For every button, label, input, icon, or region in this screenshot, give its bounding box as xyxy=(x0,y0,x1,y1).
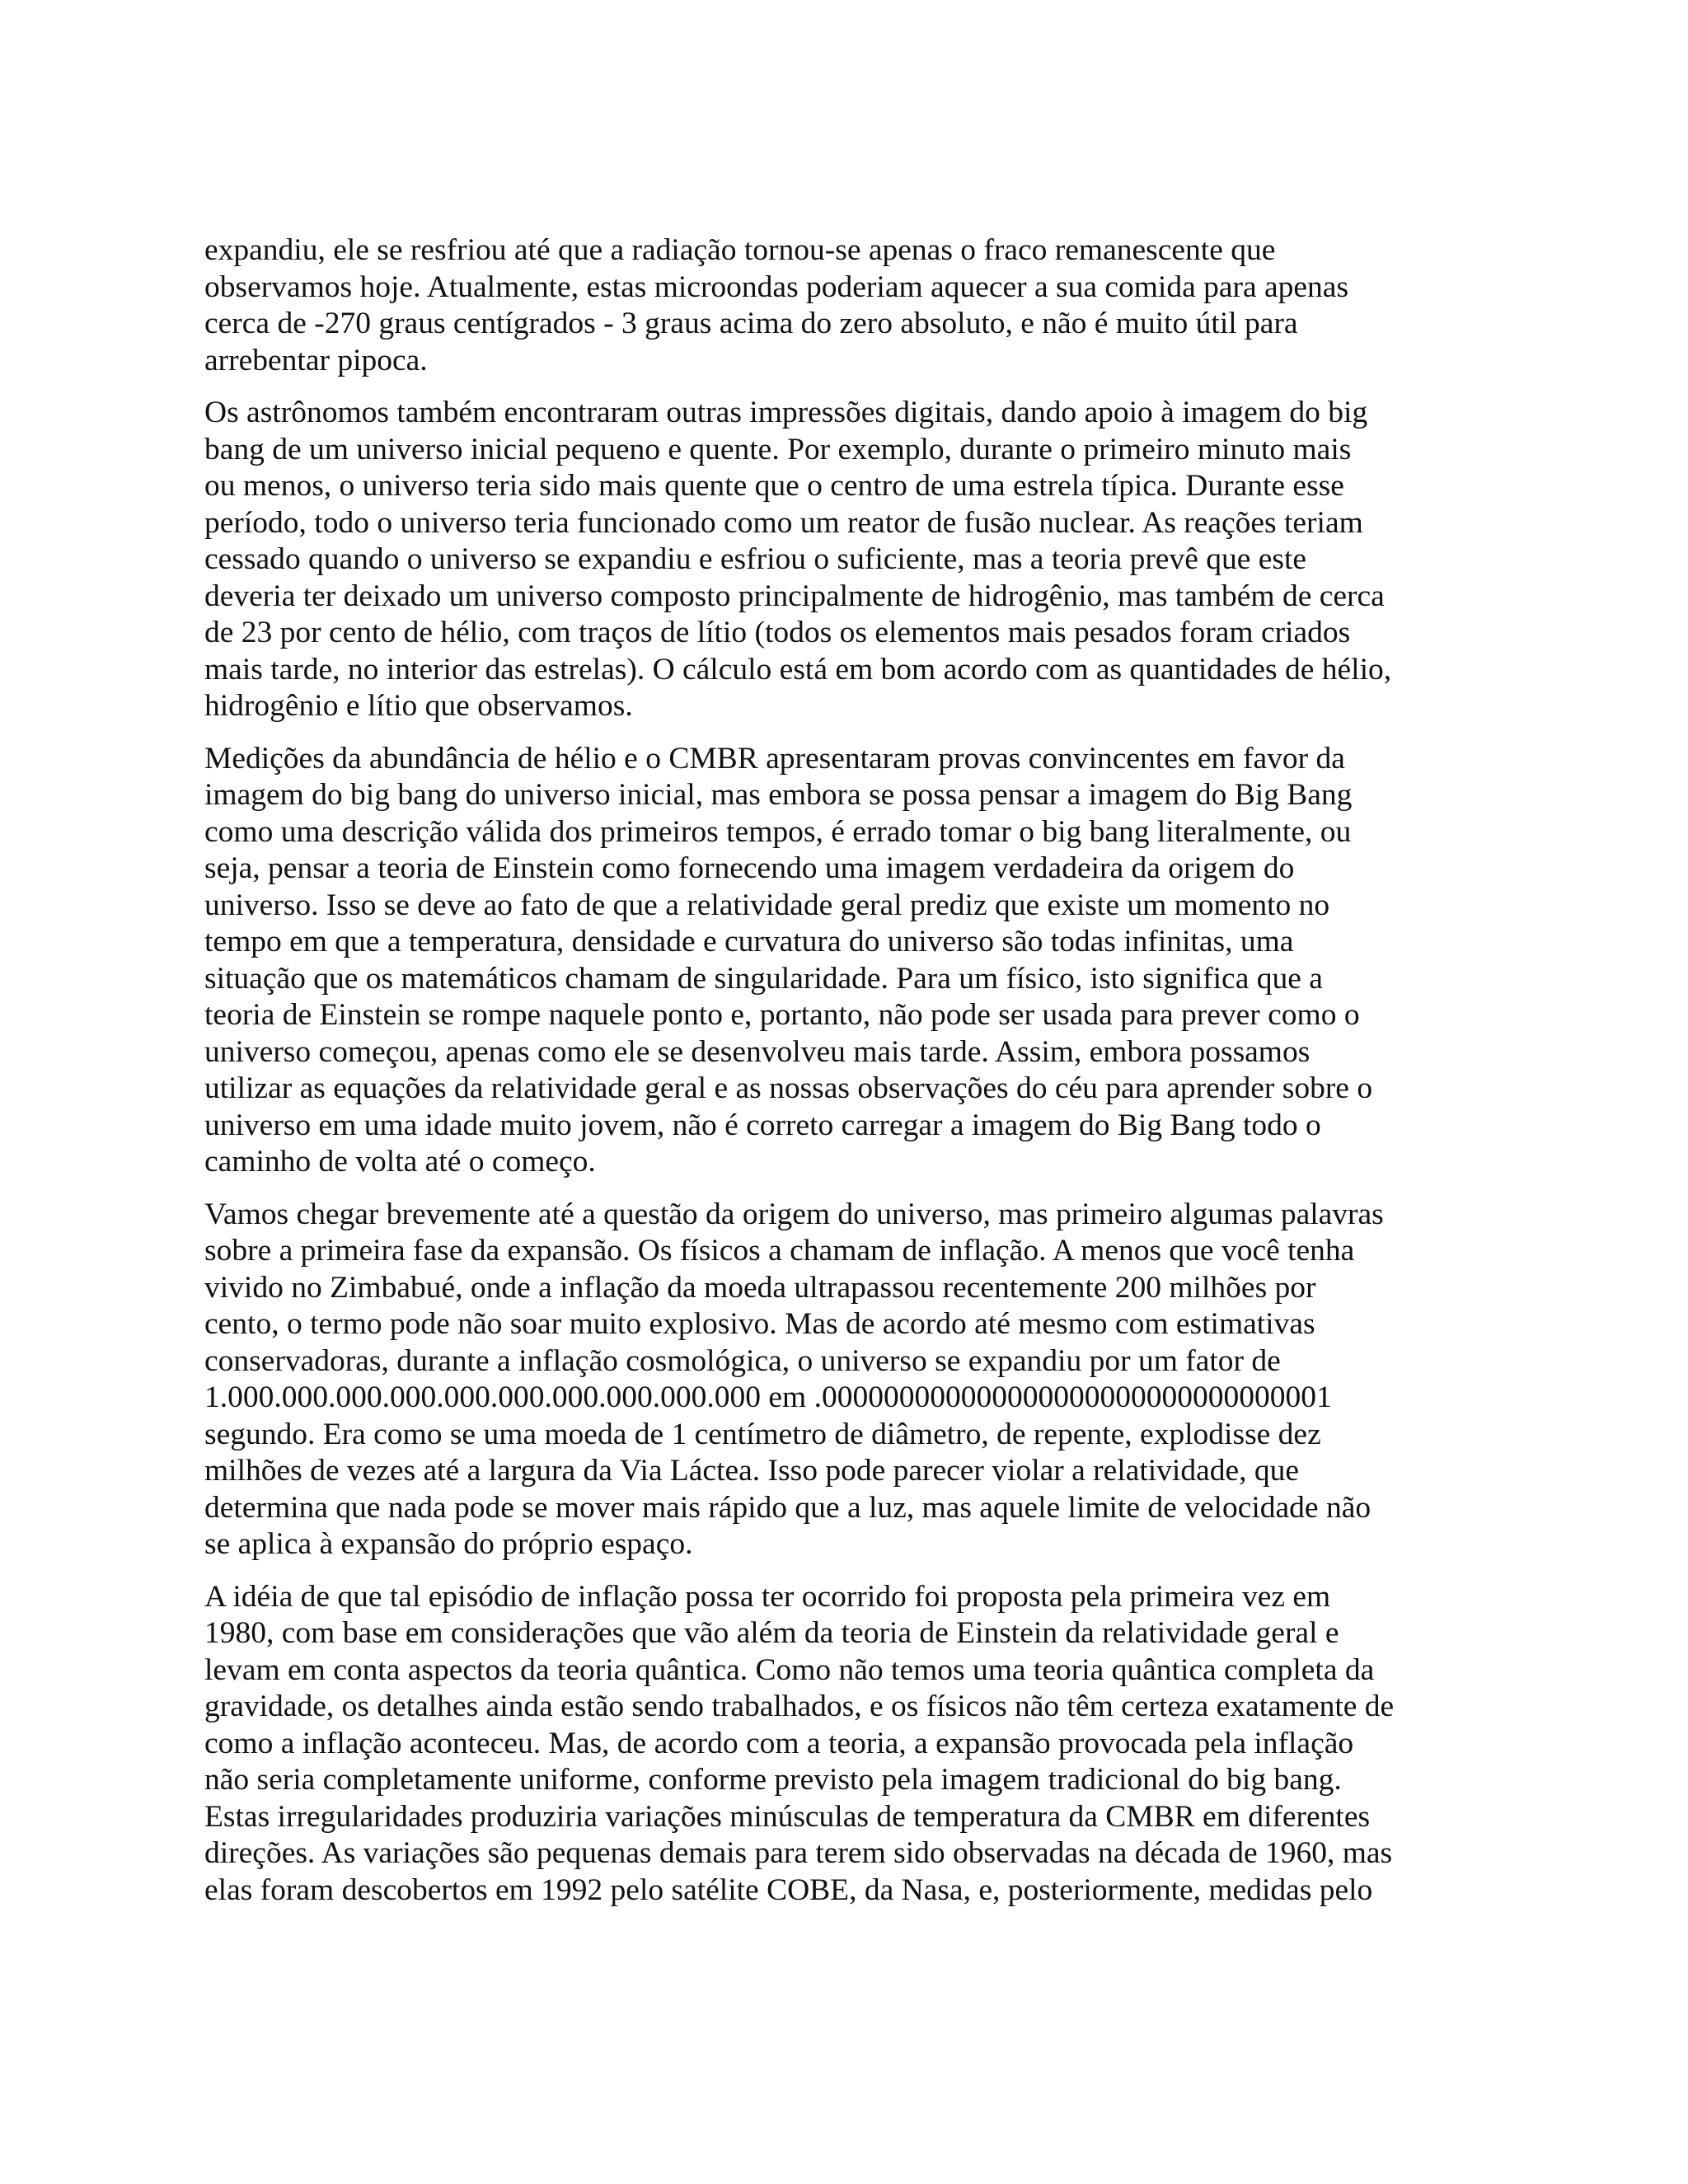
text-line: cerca de -270 graus centígrados - 3 graus acima do zero absoluto, e não é muito útil para xyxy=(204,307,1298,340)
text-line: se aplica à expansão do próprio espaço. xyxy=(204,1527,693,1561)
document-page xyxy=(204,232,1490,1924)
text-line: de 23 por cento de hélio, com traços de lítio (todos os elementos mais pesados foram criados xyxy=(204,616,1351,649)
text-line: como uma descrição válida dos primeiros tempos, é errado tomar o big bang literalmente, ou xyxy=(204,814,1352,849)
text-line: elas foram descobertos em 1992 pelo satélite COBE, da Nasa, e, posteriormente, medidas pelo xyxy=(204,1872,1373,1907)
text-line: universo começou, apenas como ele se desenvolveu mais tarde. Assim, embora possamos xyxy=(204,1034,1311,1069)
text-line: universo. Isso se deve ao fato de que a relatividade geral prediz que existe um momento no xyxy=(204,888,1330,922)
text-line: não seria completamente uniforme, conforme previsto pela imagem tradicional do big bang. xyxy=(204,1763,1342,1797)
text-line: seja, pensar a teoria de Einstein como fornecendo uma imagem verdadeira da origem do xyxy=(204,851,1295,885)
text-line: cessado quando o universo se expandiu e esfriou o suficiente, mas a teoria prevê que este xyxy=(204,542,1307,576)
text-line: 1980, com base em considerações que vão além da teoria de Einstein da relatividade geral e xyxy=(204,1616,1339,1650)
text-line: determina que nada pode se mover mais rápido que a luz, mas aquele limite de velocidade não xyxy=(204,1490,1372,1525)
text-line: Vamos chegar brevemente até a questão da origem do universo, mas primeiro algumas palavras xyxy=(204,1197,1384,1231)
text-line: arrebentar pipoca. xyxy=(204,343,428,377)
paragraph-5 xyxy=(204,1579,1490,1910)
text-line: situação que os matemáticos chamam de singularidade. Para um físico, isto significa que a xyxy=(204,961,1323,996)
text-line: levam em conta aspectos da teoria quântica. Como não temos uma teoria quântica completa da xyxy=(204,1652,1375,1687)
text-line: Estas irregularidades produziria variações minúsculas de temperatura da CMBR em diferentes xyxy=(204,1799,1371,1834)
text-line: hidrogênio e lítio que observamos. xyxy=(204,689,633,723)
text-line: universo em uma idade muito jovem, não é correto carregar a imagem do Big Bang todo o xyxy=(204,1108,1321,1142)
text-line: Medições da abundância de hélio e o CMBR apresentaram provas convincentes em favor da xyxy=(204,741,1345,776)
text-line: ou menos, o universo teria sido mais quente que o centro de uma estrela típica. Durante esse xyxy=(204,469,1344,503)
text-line: teoria de Einstein se rompe naquele ponto e, portanto, não pode ser usada para prever como o xyxy=(204,998,1360,1032)
text-line: A idéia de que tal episódio de inflação possa ter ocorrido foi proposta pela primeira vez em xyxy=(204,1579,1331,1614)
text-line: bang de um universo inicial pequeno e quente. Por exemplo, durante o primeiro minuto mais xyxy=(204,432,1352,466)
text-line: direções. As variações são pequenas demais para terem sido observadas na década de 1960, mas xyxy=(204,1836,1393,1870)
paragraph-2 xyxy=(204,395,1490,725)
text-line: milhões de vezes até a largura da Via Láctea. Isso pode parecer violar a relatividade, que xyxy=(204,1454,1300,1488)
text-line: utilizar as equações da relatividade geral e as nossas observações do céu para aprender sobre o xyxy=(204,1071,1373,1105)
text-line: Os astrônomos também encontraram outras impressões digitais, dando apoio à imagem do big xyxy=(204,396,1368,429)
text-line: gravidade, os detalhes ainda estão sendo trabalhados, e os físicos não têm certeza exatamente de xyxy=(204,1690,1395,1723)
text-line: sobre a primeira fase da expansão. Os físicos a chamam de inflação. A menos que você tenha xyxy=(204,1234,1355,1268)
text-line: como a inflação aconteceu. Mas, de acordo com a teoria, a expansão provocada pela inflação xyxy=(204,1726,1354,1760)
paragraph-1 xyxy=(204,232,1490,379)
text-line: expandiu, ele se resfriou até que a radiação tornou-se apenas o fraco remanescente que xyxy=(204,233,1276,267)
text-line: deveria ter deixado um universo composto principalmente de hidrogênio, mas também de cerca xyxy=(204,579,1385,613)
text-line: cento, o termo pode não soar muito explosivo. Mas de acordo até mesmo com estimativas xyxy=(204,1307,1315,1341)
text-line: imagem do big bang do universo inicial, mas embora se possa pensar a imagem do Big Bang xyxy=(204,778,1353,812)
text-line: período, todo o universo teria funcionado como um reator de fusão nuclear. As reações teriam xyxy=(204,505,1363,540)
paragraph-3 xyxy=(204,741,1490,1181)
text-line: 1.000.000.000.000.000.000.000.000.000.000 em .000000000000000000000000000000001 xyxy=(204,1380,1332,1414)
text-line: vivido no Zimbabué, onde a inflação da moeda ultrapassou recentemente 200 milhões por xyxy=(204,1270,1316,1305)
text-line: conservadoras, durante a inflação cosmológica, o universo se expandiu por um fator de xyxy=(204,1343,1281,1378)
text-line: segundo. Era como se uma moeda de 1 centímetro de diâmetro, de repente, explodisse dez xyxy=(204,1417,1321,1451)
paragraph-4 xyxy=(204,1197,1490,1563)
text-line: caminho de volta até o começo. xyxy=(204,1145,596,1179)
text-line: mais tarde, no interior das estrelas). O cálculo está em bom acordo com as quantidades de hélio, xyxy=(204,652,1392,687)
text-line: tempo em que a temperatura, densidade e curvatura do universo são todas infinitas, uma xyxy=(204,925,1294,958)
text-line: observamos hoje. Atualmente, estas microondas poderiam aquecer a sua comida para apenas xyxy=(204,269,1349,304)
